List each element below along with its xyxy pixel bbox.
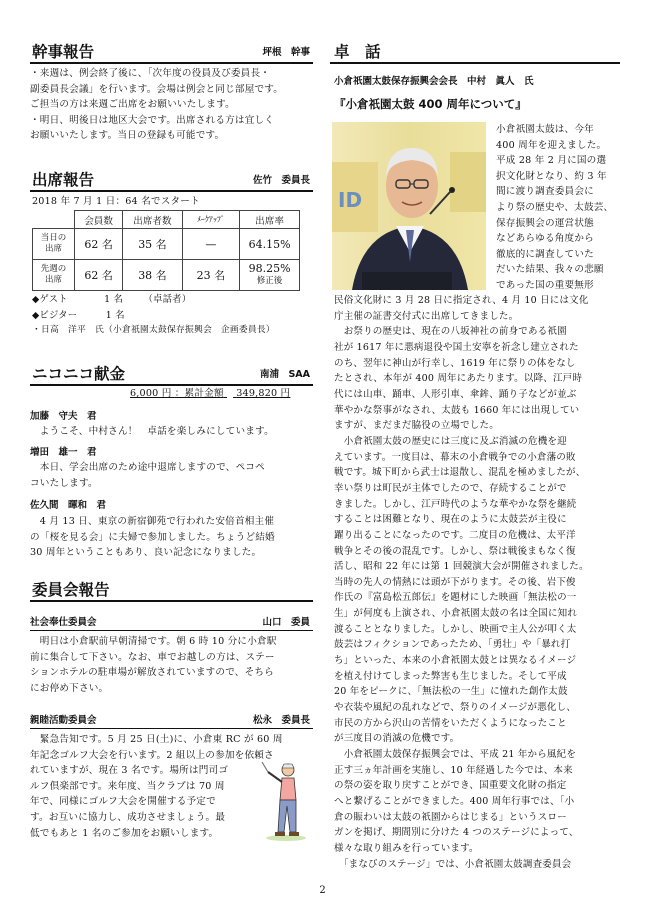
friendship-divider — [30, 728, 313, 729]
takuwa-line: や衣装や風紀の乱れなどで、祭りのイメージが悪化し、 — [334, 702, 577, 714]
kanji-line: ・明日、明後日は地区大会です。出席される方は宜しく — [30, 114, 275, 126]
niko-entry-name: 増田 雄一 君 — [30, 447, 97, 458]
attendance-summary: 2018 年 7 月 1 日：64 名でスタート — [32, 196, 200, 207]
table-header-cell — [33, 211, 75, 229]
niko-line: の「桜を見る会」に夫婦で参加しました。ちょうど結婚 — [30, 531, 275, 543]
visitor-label: ◆ビジター — [32, 310, 78, 321]
kanji-line: 副委員長会議」を行います。会場は例会と同じ部屋です。 — [30, 83, 284, 95]
takuwa-line: 活し、昭和 22 年には第 1 回競演大会が開催されました。 — [334, 561, 589, 573]
takuwa-line: 小倉祇園太鼓は、今年 — [496, 124, 594, 135]
niko-line: コいたします。 — [30, 477, 98, 489]
takuwa-line: お祭りの歴史は、現在の八坂神社の前身である祇園 — [334, 326, 567, 338]
row-label — [33, 229, 75, 260]
friend-line: 年で、同様にゴルフ大会を開催する予定で — [30, 796, 216, 808]
page-number: 2 — [319, 885, 326, 896]
takuwa-line: の祭の姿を取り戻すことができ、国重要文化財の指定 — [334, 780, 567, 792]
attendance-table — [32, 210, 300, 291]
row-label — [33, 260, 75, 291]
takuwa-line: を植え付けてしまった弊害も生じました。そして平成 — [334, 670, 567, 682]
niko-entry-body — [30, 424, 274, 440]
row-label-line: 先週の — [40, 264, 67, 274]
kanji-line: ご担当の方は来週ご出席をお願いいたします。 — [30, 99, 235, 111]
takuwa-line: 戦です。城下町から武士は退散し、混乱を極めましたが、 — [334, 467, 586, 479]
takuwa-line: 代には山車、踊車、人形引車、傘鉾、踊り子などが並ぶ — [334, 388, 577, 400]
takuwa-line: 20 年をピークに、「無法松の一生」に憧れた創作太鼓 — [334, 686, 568, 698]
takuwa-line: より祭の歴史や、太鼓芸、 — [496, 201, 614, 213]
takuwa-line: 間に渡り調査委員会に — [496, 186, 594, 198]
kanji-report-title: 幹事報告 — [32, 43, 95, 61]
takuwa-line: 社が 1617 年に悪病退役や国土安寧を祈念し建立された — [334, 341, 579, 353]
takuwa-line: ますが、まだまだ脇役の立場でした。 — [334, 420, 499, 432]
takuwa-line: などあらゆる角度から — [496, 233, 594, 245]
takuwa-topic: 『小倉祇園太鼓 400 周年について』 — [334, 97, 527, 111]
row-label-line: 当日の — [40, 233, 67, 243]
takuwa-line: 小倉祇園太鼓保存振興会では、平成 21 年から風紀を — [334, 749, 577, 761]
present-cell: 38 名 — [123, 260, 182, 291]
takuwa-line: が三度目の消滅の危機です。 — [334, 733, 460, 745]
friend-line: 年記念ゴルフ大会を行います。2 組以上の参加を依頼さ — [30, 749, 274, 761]
table-header-cell: ﾒｰｸｱｯﾌﾟ — [182, 211, 240, 229]
takuwa-line: 市民の方から沢山の苦情をいただくようになったこと — [334, 717, 567, 729]
table-header-cell: 出席者数 — [123, 211, 182, 229]
takuwa-line: 400 周年を迎えました。 — [496, 139, 607, 151]
takuwa-line: 民俗文化財に 3 月 28 日に指定され、4 月 10 日には文化 — [334, 295, 589, 306]
row-label-line: 出席 — [44, 275, 62, 285]
takuwa-line: 華やかな祭事がなされ、太鼓も 1660 年には出現してい — [334, 404, 580, 416]
takuwa-line: 「まなびのステージ」では、小倉祇園太鼓調査委員会 — [334, 858, 572, 870]
niko-amount-line — [130, 386, 290, 402]
attendance-title: 出席報告 — [32, 171, 95, 189]
takuwa-line: 生」が何度も上演され、小倉祇園太鼓の名は全国に知れ — [334, 608, 578, 620]
committee-title: 委員会報告 — [32, 581, 110, 599]
takuwa-line: 小倉祇園太鼓の歴史には三度に及ぶ消滅の危機を迎 — [334, 435, 567, 447]
takuwa-line: 作氏の『富島松五郎伝』を題材にした映画「無法松の一 — [334, 592, 577, 604]
friendship-committee-author: 松永 委員長 — [252, 715, 310, 726]
takuwa-line: 当時の先人の情熱には頭が下がります。その後、岩下俊 — [334, 576, 576, 588]
takuwa-speaker: 小倉祇園太鼓保存振興会会長 中村 眞人 氏 — [334, 76, 534, 87]
rate-cell: 64.15% — [240, 229, 300, 260]
takuwa-line: ガンを掲げ、期間別に分けた 4 つのステージによって、 — [334, 827, 579, 839]
social-line: ションホテルの駐車場が解放されていますので、そちら — [30, 667, 274, 679]
takuwa-line: ち」といった、本来の小倉祇園太鼓とは異なるイメージ — [334, 655, 577, 667]
kanji-report-divider — [30, 62, 313, 64]
takuwa-line: 平成 28 年 2 月に国の選 — [496, 155, 607, 167]
takuwa-line: たとされ、本年が 400 周年にあたります。以降、江戸時 — [334, 373, 583, 385]
niko-total-label: ：累計金額 — [174, 388, 224, 399]
speaker-photo — [332, 122, 486, 290]
present-cell: 35 名 — [123, 229, 182, 260]
guest-count: 1 名 — [104, 294, 124, 305]
takuwa-line: であった国の重要無形 — [496, 279, 594, 291]
takuwa-line: 保存振興会の運営状態 — [496, 217, 594, 229]
takuwa-line: 鼓芸はフィクションであったため、「勇壮」や「暴れ打 — [334, 639, 571, 651]
social-committee-author: 山口 委員 — [262, 617, 310, 628]
social-line: 前に集合して下さい。なお、車でお越しの方は、ステー — [30, 651, 275, 663]
takuwa-line: 徹底的に調査していた — [496, 248, 594, 260]
takuwa-line: 渡ることとなりました。しかし、映画で主人公が叩く太 — [334, 623, 577, 635]
rate-cell — [240, 260, 300, 291]
social-committee-body — [30, 634, 277, 696]
table-header-row — [33, 211, 300, 229]
table-row — [33, 260, 300, 291]
makeup-cell: 23 名 — [182, 260, 240, 291]
guest-note: （卓話者） — [143, 294, 192, 305]
takuwa-line: することは困難となり、現在のように太鼓芸が主役に — [334, 514, 567, 526]
rate-value: 98.25% — [248, 262, 291, 275]
takuwa-title: 卓 話 — [334, 43, 381, 61]
takuwa-line: 様々な取り組みを行っています。 — [334, 842, 479, 854]
niko-total: 349,820 円 — [236, 388, 291, 399]
golfer-illustration — [258, 760, 314, 842]
takuwa-photo-wrap-text — [496, 122, 613, 294]
friend-line: す。お互いに協力し、成功させましょう。最 — [30, 811, 226, 823]
friend-line: 低でもあと 1 名のご参加をお願いします。 — [30, 827, 219, 839]
makeup-cell: — — [182, 229, 240, 260]
friend-line: 緊急告知です。5 月 25 日(土)に、小倉東 RC が 60 周 — [30, 734, 283, 745]
social-divider — [30, 630, 313, 631]
takuwa-line: だいた結果、我々の悲願 — [496, 264, 604, 276]
niko-line: 本日、学会出席のため途中退席しますので、ペコペ — [30, 462, 265, 473]
rate-note: 修正後 — [256, 276, 283, 286]
visitor-count: 1 名 — [105, 310, 125, 321]
takuwa-divider — [330, 62, 620, 64]
kanji-line: お願いいたします。当日の登録も可能です。 — [30, 130, 225, 142]
takuwa-line: 戦争とその後の混乱です。しかし、祭は戦後まもなく復 — [334, 545, 576, 557]
niko-entry-body — [30, 460, 265, 491]
takuwa-body — [334, 293, 589, 872]
members-cell: 62 名 — [74, 229, 122, 260]
table-header-cell: 会員数 — [74, 211, 122, 229]
members-cell: 62 名 — [74, 260, 122, 291]
social-committee-title: 社会奉仕委員会 — [30, 617, 97, 628]
friend-line: れていますが、現在 3 名です。場所は門司ゴ — [30, 765, 229, 777]
attendance-divider — [30, 190, 313, 192]
niko-amount: 6,000 円 — [130, 388, 172, 399]
takuwa-line: きました。しかし、江戸時代のような華やかな祭を継続 — [334, 498, 577, 510]
kanji-line: ・来週は、例会終了後に、「次年度の役員及び委員長・ — [30, 68, 271, 79]
takuwa-line: 正す三ヵ年計画を実施し、10 年経過した今では、本来 — [334, 764, 573, 776]
takuwa-line: 庁主催の証書交付式に出席してきました。 — [334, 310, 519, 322]
table-row — [33, 229, 300, 260]
takuwa-line: 倉の賑わいは太鼓の祇園からはじまる」というスロー — [334, 811, 567, 823]
takuwa-line: のち、翌年に神山が行幸し、1619 年に祭りの体をなし — [334, 357, 576, 369]
kanji-report-body — [30, 66, 283, 144]
visitor-detail: ・日高 洋平 氏（小倉祇園太鼓保存振興会 企画委員長） — [32, 325, 275, 335]
guest-line — [32, 292, 191, 308]
friendship-committee-body — [30, 732, 283, 841]
row-label-line: 出席 — [44, 244, 62, 254]
niko-line: 4 月 13 日、東京の新宿御苑で行われた安倍首相主催 — [30, 516, 275, 527]
niko-entry-name: 佐久間 暉和 君 — [30, 500, 107, 511]
niko-entry-name: 加藤 守夫 君 — [30, 411, 97, 422]
niko-line: 30 周年ということもあり、良い記念になりました。 — [30, 547, 262, 559]
kanji-report-author: 坪根 幹事 — [262, 47, 310, 58]
table-header-cell: 出席率 — [240, 211, 300, 229]
visitor-line — [32, 308, 125, 324]
svg-text:ID: ID — [338, 188, 363, 212]
niko-title: ニコニコ献金 — [32, 365, 126, 383]
social-line: にお停め下さい。 — [30, 682, 109, 694]
social-line: 明日は小倉駅前早朝清掃です。朝 6 時 10 分に小倉駅 — [30, 636, 277, 647]
takuwa-line: えています。一度目は、幕末の小倉戦争での小倉藩の敗 — [334, 451, 576, 463]
takuwa-line: 躍り出ることになったのです。二度目の危機は、太平洋 — [334, 529, 576, 541]
attendance-author: 佐竹 委員長 — [252, 175, 310, 186]
takuwa-line: へと繋げることができました。400 周年行事では、「小 — [334, 796, 575, 807]
guest-label: ◆ゲスト — [32, 294, 68, 305]
friendship-committee-title: 親睦活動委員会 — [30, 715, 97, 726]
committee-divider — [30, 600, 313, 602]
niko-entry-body — [30, 514, 275, 561]
friend-line: ルフ倶楽部です。来年度、当クラブは 70 周 — [30, 780, 225, 792]
takuwa-line: 幸い祭りは町民が主体でしたので、存続することがで — [334, 482, 567, 494]
takuwa-line: 択文化財となり、約 3 年 — [496, 170, 607, 182]
niko-author: 南浦 SAA — [259, 369, 310, 380]
niko-line: ようこそ、中村さん！ 卓話を楽しみにしています。 — [30, 426, 274, 437]
